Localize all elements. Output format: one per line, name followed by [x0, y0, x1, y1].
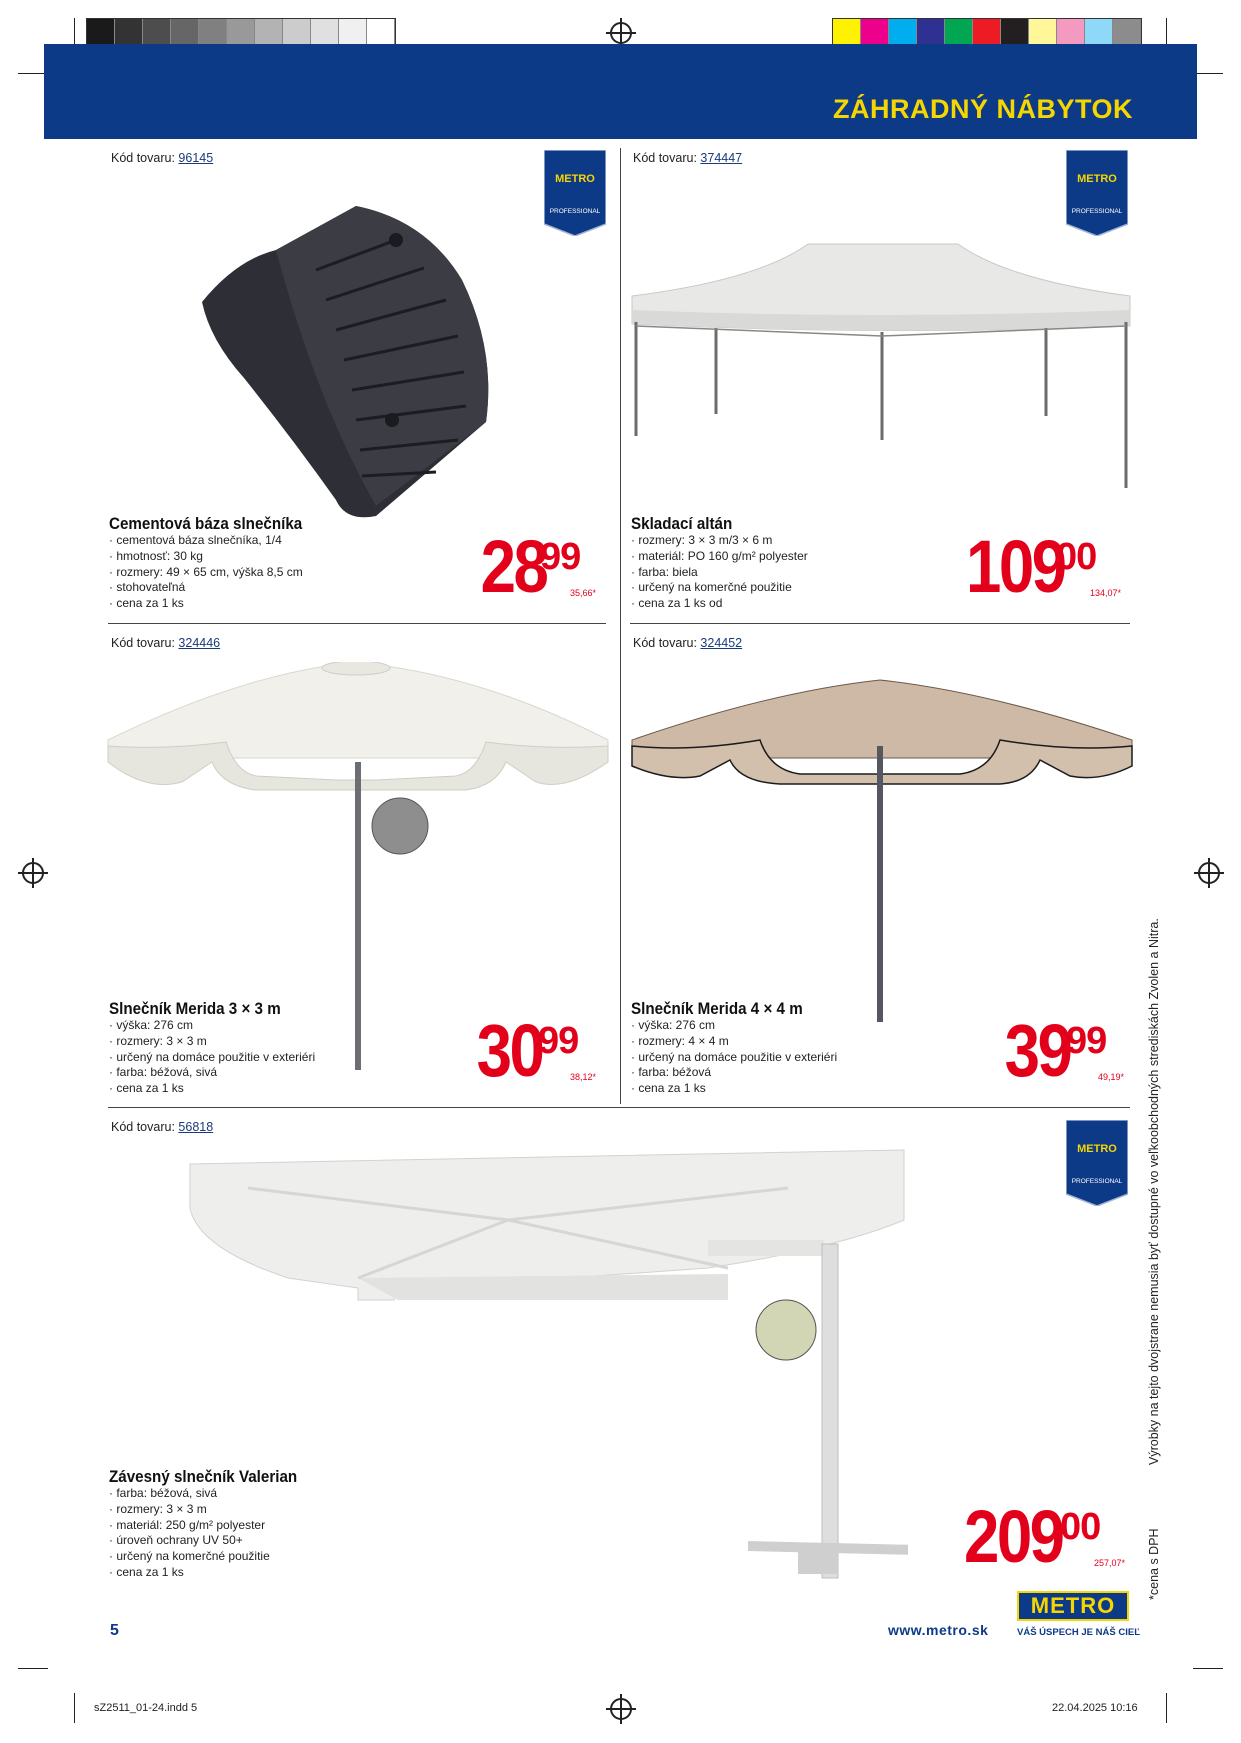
feature-item: · farba: béžová, sivá	[109, 1065, 315, 1081]
crop-mark	[1193, 1668, 1223, 1669]
price-decimal: 99	[1066, 1020, 1107, 1062]
price	[950, 525, 1130, 610]
feature-item: · farba: béžová	[631, 1065, 837, 1081]
feature-list	[631, 533, 808, 612]
price	[466, 1009, 597, 1094]
crop-mark	[1166, 1693, 1167, 1723]
vat-note: *cena s DPH	[1147, 1528, 1161, 1600]
badge-brand: METRO	[555, 173, 595, 185]
row-divider	[630, 623, 1130, 624]
badge-line: PROFESSIONAL	[549, 208, 601, 215]
price-integer: 39	[1004, 1009, 1071, 1092]
page-title: ZÁHRADNÝ NÁBYTOK	[832, 94, 1133, 124]
price-decimal: 00	[1056, 536, 1097, 578]
crop-mark	[1193, 73, 1223, 74]
color-swatch	[756, 1300, 816, 1360]
product-name: Skladací altán	[631, 515, 733, 533]
feature-item: · materiál: PO 160 g/m² polyester	[631, 549, 808, 565]
registration-mark-icon	[1198, 862, 1220, 884]
badge-line: PROFESSIONAL	[1071, 1178, 1123, 1185]
price-with-vat: 134,07*	[1090, 588, 1122, 598]
feature-item: · cementová báza slnečníka, 1/4	[109, 533, 303, 549]
row-divider	[108, 623, 606, 624]
feature-item: · cena za 1 ks	[631, 1081, 837, 1097]
metro-professional-badge	[1066, 1120, 1128, 1206]
product-code: Kód tovaru: 324446	[111, 636, 221, 650]
column-divider	[620, 148, 621, 1104]
page-number: 5	[110, 1622, 119, 1639]
metro-professional-badge	[1066, 150, 1128, 236]
product-code: Kód tovaru: 324452	[633, 636, 743, 650]
metro-logo: METRO	[1017, 1591, 1129, 1621]
feature-item: · rozmery: 3 × 3 m	[109, 1502, 270, 1518]
feature-item: · rozmery: 4 × 4 m	[631, 1034, 837, 1050]
registration-mark-icon	[610, 22, 632, 44]
feature-item: · hmotnosť: 30 kg	[109, 549, 303, 565]
product-code-link[interactable]: 374447	[700, 151, 743, 165]
product-name: Slnečník Merida 4 × 4 m	[631, 1000, 803, 1018]
price	[470, 525, 600, 610]
price-decimal: 99	[538, 1020, 579, 1062]
price-with-vat: 38,12*	[570, 1072, 597, 1082]
cement-base-image	[196, 200, 506, 522]
product-name: Cementová báza slnečníka	[109, 515, 303, 533]
feature-item: · stohovateľná	[109, 580, 303, 596]
product-name: Závesný slnečník Valerian	[109, 1468, 298, 1486]
feature-list	[109, 533, 303, 612]
feature-item: · úroveň ochrany UV 50+	[109, 1533, 270, 1549]
feature-item: · farba: béžová, sivá	[109, 1486, 270, 1502]
gazebo-image	[628, 240, 1134, 492]
feature-list	[109, 1018, 315, 1097]
feature-item: · určený na komerčné použitie	[631, 580, 808, 596]
price-with-vat: 35,66*	[570, 588, 597, 598]
product-code-link[interactable]: 96145	[178, 151, 214, 165]
crop-mark	[18, 1668, 48, 1669]
print-file-label: sZ2511_01-24.indd 5	[94, 1702, 198, 1714]
product-code-link[interactable]: 56818	[178, 1120, 214, 1134]
feature-item: · cena za 1 ks od	[631, 596, 808, 612]
feature-item: · cena za 1 ks	[109, 1565, 270, 1581]
feature-item: · rozmery: 49 × 65 cm, výška 8,5 cm	[109, 565, 303, 581]
feature-item: · cena za 1 ks	[109, 596, 303, 612]
feature-item: · určený na domáce použitie v exteriéri	[109, 1050, 315, 1066]
price-with-vat: 49,19*	[1098, 1072, 1125, 1082]
product-code: Kód tovaru: 96145	[111, 151, 214, 165]
website-link[interactable]: www.metro.sk	[888, 1622, 989, 1638]
price-integer: 28	[480, 525, 547, 608]
badge-line: PROFESSIONAL	[1071, 208, 1123, 215]
metro-professional-badge	[544, 150, 606, 236]
availability-note: Výrobky na tejto dvojstrane nemusia byť dostupné vo veľkoobchodných strediskách Zvolen a Nitra.	[1147, 918, 1161, 1465]
feature-list	[109, 1486, 270, 1581]
color-swatch	[372, 798, 428, 854]
price-integer: 30	[476, 1009, 543, 1092]
feature-item: · cena za 1 ks	[109, 1081, 315, 1097]
badge-brand: METRO	[1077, 1143, 1117, 1155]
price	[948, 1495, 1128, 1580]
badge-brand: METRO	[1077, 173, 1117, 185]
feature-list	[631, 1018, 837, 1097]
crop-mark	[74, 1693, 75, 1723]
feature-item: · rozmery: 3 × 3 m/3 × 6 m	[631, 533, 808, 549]
price-with-vat: 257,07*	[1094, 1558, 1126, 1568]
hanging-parasol-valerian-image	[188, 1148, 908, 1584]
row-divider	[108, 1107, 1130, 1108]
feature-item: · určený na domáce použitie v exteriéri	[631, 1050, 837, 1066]
registration-mark-icon	[610, 1698, 632, 1720]
feature-item: · rozmery: 3 × 3 m	[109, 1034, 315, 1050]
price-integer: 209	[964, 1495, 1063, 1578]
feature-item: · výška: 276 cm	[109, 1018, 315, 1034]
product-code: Kód tovaru: 56818	[111, 1120, 214, 1134]
price-decimal: 00	[1060, 1506, 1101, 1548]
feature-item: · výška: 276 cm	[631, 1018, 837, 1034]
feature-item: · určený na komerčné použitie	[109, 1549, 270, 1565]
feature-item: · materiál: 250 g/m² polyester	[109, 1518, 270, 1534]
feature-item: · farba: biela	[631, 565, 808, 581]
product-code: Kód tovaru: 374447	[633, 151, 743, 165]
product-name: Slnečník Merida 3 × 3 m	[109, 1000, 281, 1018]
parasol-merida-4x4-image	[630, 676, 1134, 1026]
product-code-link[interactable]: 324446	[178, 636, 221, 650]
product-code-link[interactable]: 324452	[700, 636, 743, 650]
price	[994, 1009, 1125, 1094]
print-date-label: 22.04.2025 10:16	[1052, 1702, 1138, 1714]
price-integer: 109	[966, 525, 1065, 608]
price-decimal: 99	[540, 536, 581, 578]
header-banner	[44, 44, 1197, 139]
registration-mark-icon	[22, 862, 44, 884]
slogan: VÁŠ ÚSPECH JE NÁŠ CIEĽ	[1017, 1627, 1140, 1638]
